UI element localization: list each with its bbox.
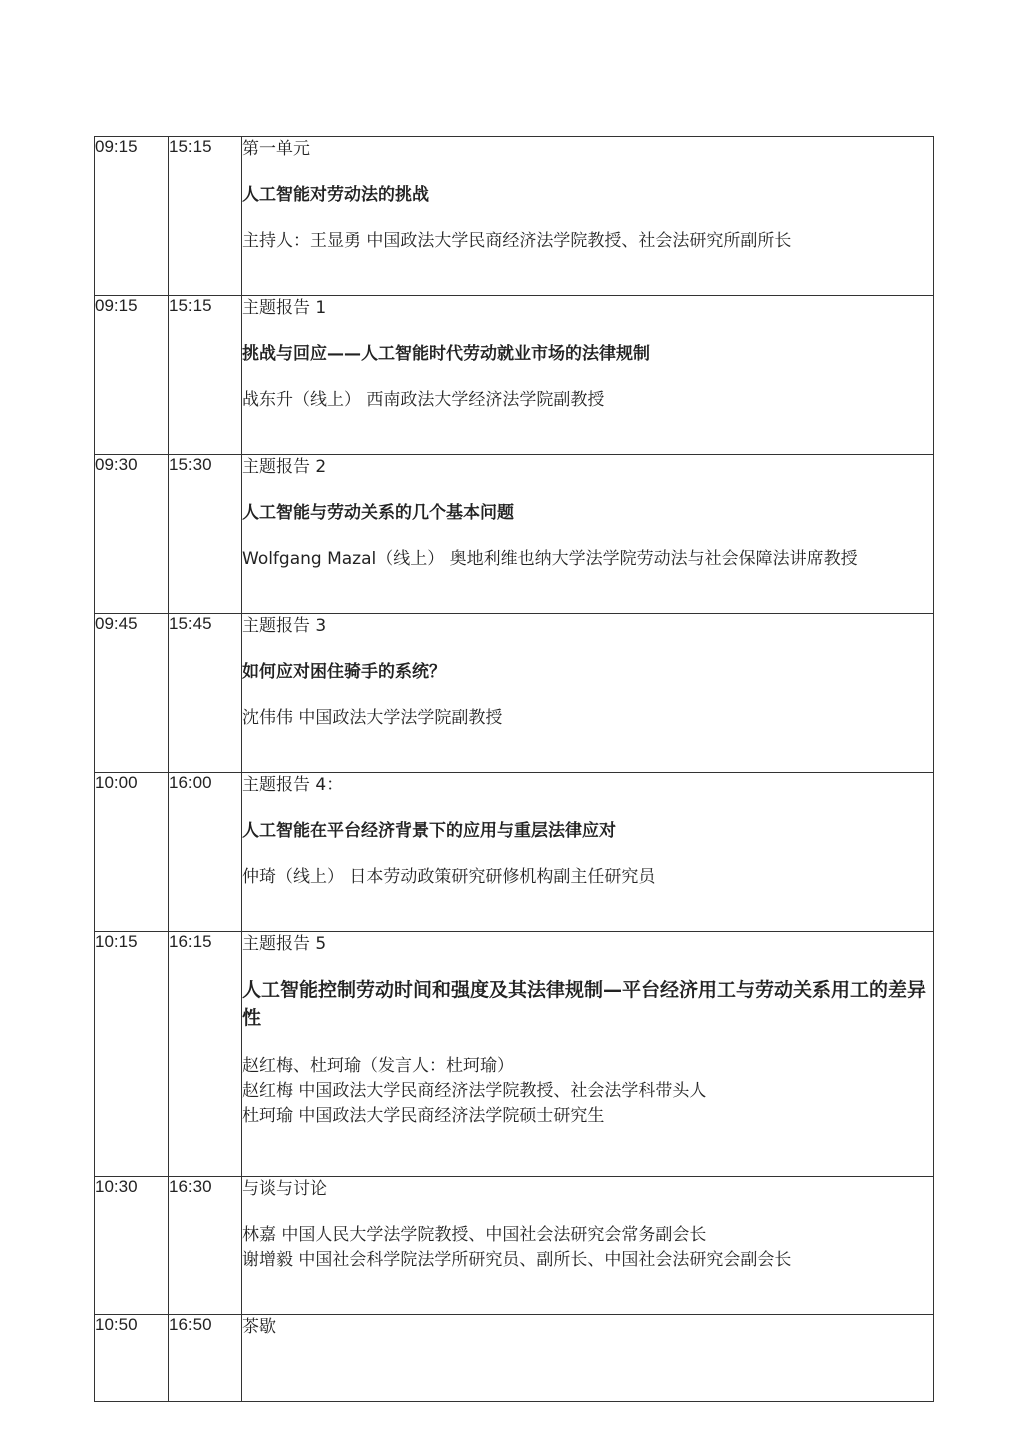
session-content <box>242 773 934 932</box>
time-start-b: 15:30 <box>169 455 242 614</box>
time-start-a: 10:00 <box>95 773 169 932</box>
agenda-row <box>95 614 934 773</box>
time-start-b: 16:15 <box>169 932 242 1177</box>
time-start-b: 16:00 <box>169 773 242 932</box>
session-content <box>242 1315 934 1402</box>
session-label: 与谈与讨论 <box>242 1179 327 1199</box>
time-start-a: 09:15 <box>95 137 169 296</box>
session-content <box>242 1177 934 1315</box>
session-label: 第一单元 <box>242 139 310 159</box>
time-start-b: 15:15 <box>169 296 242 455</box>
agenda-row <box>95 137 934 296</box>
speaker: 战东升（线上） 西南政法大学经济法学院副教授 <box>242 390 605 410</box>
time-start-b: 16:30 <box>169 1177 242 1315</box>
discussant-line: 林嘉 中国人民大学法学院教授、中国社会法研究会常务副会长 <box>242 1225 707 1245</box>
speaker-list <box>242 1054 933 1129</box>
session-title: 人工智能控制劳动时间和强度及其法律规制—平台经济用工与劳动关系用工的差异性 <box>242 979 927 1029</box>
agenda-row <box>95 455 934 614</box>
speaker: Wolfgang Mazal（线上） 奥地利维也纳大学法学院劳动法与社会保障法讲席教授 <box>242 549 858 569</box>
agenda-table <box>94 136 934 1402</box>
discussant-list <box>242 1223 933 1273</box>
time-start-a: 10:30 <box>95 1177 169 1315</box>
speaker: 沈伟伟 中国政法大学法学院副教授 <box>242 708 503 728</box>
session-content <box>242 614 934 773</box>
moderator: 主持人：王显勇 中国政法大学民商经济法学院教授、社会法研究所副所长 <box>242 231 792 251</box>
session-title: 人工智能在平台经济背景下的应用与重层法律应对 <box>242 821 616 841</box>
session-content <box>242 296 934 455</box>
time-start-b: 15:45 <box>169 614 242 773</box>
session-title: 人工智能与劳动关系的几个基本问题 <box>242 503 514 523</box>
session-content <box>242 137 934 296</box>
agenda-row <box>95 296 934 455</box>
time-start-a: 10:50 <box>95 1315 169 1402</box>
session-label: 主题报告 1 <box>242 298 327 318</box>
session-label: 主题报告 4： <box>242 775 344 795</box>
speaker-line: 赵红梅、杜珂瑜（发言人：杜珂瑜） <box>242 1056 514 1076</box>
session-label: 茶歇 <box>242 1317 276 1337</box>
time-start-a: 09:45 <box>95 614 169 773</box>
session-title: 挑战与回应——人工智能时代劳动就业市场的法律规制 <box>242 344 650 364</box>
agenda-row <box>95 773 934 932</box>
agenda-row <box>95 1177 934 1315</box>
session-content <box>242 455 934 614</box>
session-title: 人工智能对劳动法的挑战 <box>242 185 429 205</box>
agenda-row <box>95 932 934 1177</box>
session-label: 主题报告 3 <box>242 616 327 636</box>
time-start-a: 09:15 <box>95 296 169 455</box>
time-start-a: 09:30 <box>95 455 169 614</box>
speaker-line: 赵红梅 中国政法大学民商经济法学院教授、社会法学科带头人 <box>242 1081 707 1101</box>
session-content <box>242 932 934 1177</box>
speaker: 仲琦（线上） 日本劳动政策研究研修机构副主任研究员 <box>242 867 656 887</box>
time-start-b: 15:15 <box>169 137 242 296</box>
session-label: 主题报告 2 <box>242 457 327 477</box>
discussant-line: 谢增毅 中国社会科学院法学所研究员、副所长、中国社会法研究会副会长 <box>242 1250 792 1270</box>
session-title: 如何应对困住骑手的系统？ <box>242 662 446 682</box>
time-start-a: 10:15 <box>95 932 169 1177</box>
session-label: 主题报告 5 <box>242 934 327 954</box>
speaker-line: 杜珂瑜 中国政法大学民商经济法学院硕士研究生 <box>242 1106 605 1126</box>
agenda-row <box>95 1315 934 1402</box>
time-start-b: 16:50 <box>169 1315 242 1402</box>
